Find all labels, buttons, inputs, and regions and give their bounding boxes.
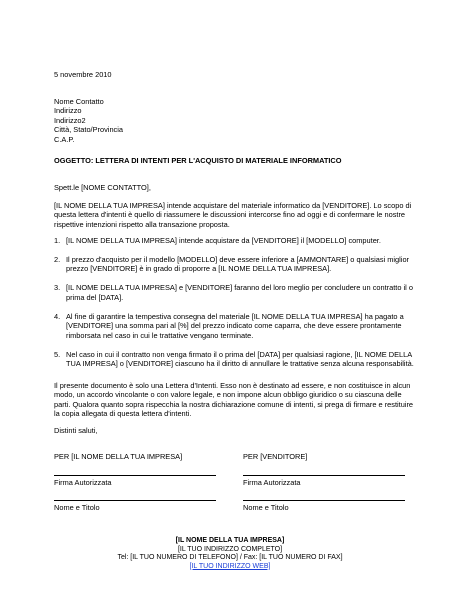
footer-address: [IL TUO INDIRIZZO COMPLETO] [177,545,283,553]
list-item [54,312,418,340]
signature-label: Firma Autorizzata [54,478,112,487]
list-item-number: 5. [54,349,61,359]
recipient-name: Nome Contatto [54,97,104,106]
signature-label: Firma Autorizzata [243,478,301,487]
right-party-label: PER [VENDITORE] [243,452,308,461]
left-name-title-field[interactable] [54,500,214,512]
intent-list [54,236,418,378]
list-item-text: Al fine di garantire la tempestiva consegna del materiale [IL NOME DELLA TUA IMPRESA] ha pagato a [VENDITORE] una somma pari al [%] del prezzo indicato come caparra, che deve essere prontamente rimborsata nel caso in cui le trattative vengano terminate. [66,311,404,340]
signature-line [243,475,405,476]
name-title-label: Nome e Titolo [54,503,100,512]
recipient-city: Città, Stato/Provincia [54,125,124,135]
regards: Distinti saluti, [54,426,98,435]
list-item [54,350,418,369]
recipient-address [54,97,414,144]
list-item-text: Il prezzo d'acquisto per il modello [MODELLO] deve essere inferiore a [AMMONTARE] o qualsiasi miglior prezzo [VENDITORE] è in grado di proporre a [IL NOME DELLA TUA IMPRESA]. [66,255,410,274]
list-item-text: [IL NOME DELLA TUA IMPRESA] intende acquistare da [VENDITORE] il [MODELLO] computer. [66,236,381,245]
left-signature-field[interactable] [54,475,214,487]
list-item [54,283,418,302]
letter-greeting: Spett.le [NOME CONTATTO], [54,183,151,192]
footer-contact: Tel: [IL TUO NUMERO DI TELEFONO] / Fax: [IL TUO NUMERO DI FAX] [117,554,343,562]
recipient-postal-code: C.A.P. [54,134,75,144]
letter-subject: OGGETTO: LETTERA DI INTENTI PER L'ACQUISTO DI MATERIALE INFORMATICO [54,156,342,165]
list-item [54,255,418,274]
right-signature-field[interactable] [243,475,403,487]
footer-company: [IL NOME DELLA TUA IMPRESA] [175,537,285,544]
signature-line [54,475,216,476]
name-title-label: Nome e Titolo [243,503,289,512]
letter-date: 5 novembre 2010 [54,70,112,79]
name-title-line [54,500,216,501]
list-item-number: 4. [54,311,61,321]
list-item-number: 1. [54,236,61,245]
list-item-text: [IL NOME DELLA TUA IMPRESA] e [VENDITORE] faranno del loro meglio per concludere un contratto il o prima del [DATA]. [66,283,413,302]
list-item [54,236,418,245]
recipient-address-line2: Indirizzo2 [54,115,86,125]
letter-footer [0,537,460,571]
right-name-title-field[interactable] [243,500,403,512]
list-item-number: 2. [54,255,61,264]
recipient-address-line1: Indirizzo [54,106,82,116]
footer-web-link[interactable]: [IL TUO INDIRIZZO WEB] [189,562,271,570]
name-title-line [243,500,405,501]
list-item-text: Nel caso in cui il contratto non venga firmato il o prima del [DATA] per qualsiasi ragione, [IL NOME DELLA TUA IMPRESA] o [VENDITORE] ciascuno ha il diritto di annullare le trattative senza alcuna responsabilità. [66,349,414,369]
left-party-label: PER [IL NOME DELLA TUA IMPRESA] [54,452,183,461]
intro-paragraph: [IL NOME DELLA TUA IMPRESA] intende acquistare del materiale informatico da [VENDITORE]. Lo scopo di questa lettera d'intenti è quello di riassumere le discussioni intercorse fino ad oggi e di confermare le nostre rispettive intenzioni rispetto alla transazione proposta. [54,201,412,229]
list-item-number: 3. [54,283,61,293]
closing-paragraph: Il presente documento è solo una Lettera d'Intenti. Esso non è destinato ad essere, e non costituisce in alcun modo, un accordo vincolante o con valore legale, e non impone alcun obbligo giuridico o su ciascuna delle parti. Qualora quanto sopra rispecchia la nostra dichiarazione comune di intenti, si prega di firmare e restituire la copia allegata di questa lettera d'intenti. [54,381,414,419]
